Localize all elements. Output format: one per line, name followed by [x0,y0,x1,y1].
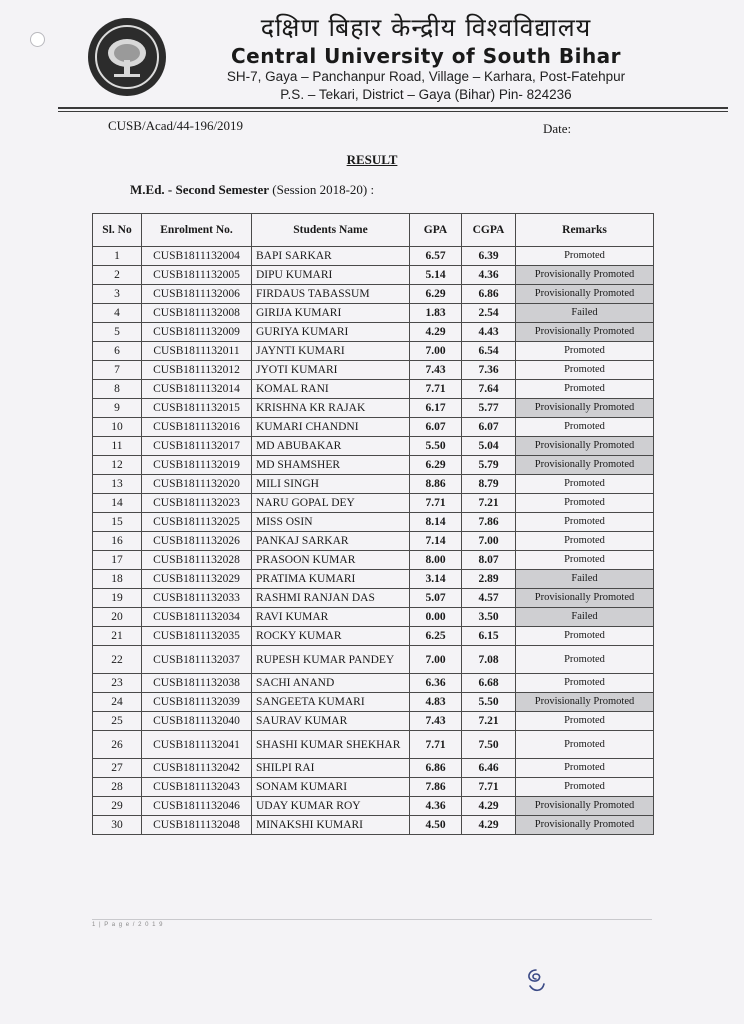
cell-remarks: Provisionally Promoted [516,797,654,816]
cell-remarks: Promoted [516,532,654,551]
cell-name: PRASOON KUMAR [252,551,410,570]
cell-enrolment: CUSB1811132014 [142,380,252,399]
cell-name: PANKAJ SARKAR [252,532,410,551]
cell-enrolment: CUSB1811132017 [142,437,252,456]
cell-enrolment: CUSB1811132012 [142,361,252,380]
address-line-2: P.S. – Tekari, District – Gaya (Bihar) Pin- 824236 [280,87,572,102]
cell-name: JYOTI KUMARI [252,361,410,380]
cell-name: KUMARI CHANDNI [252,418,410,437]
cell-gpa: 4.36 [410,797,462,816]
cell-cgpa: 6.46 [462,759,516,778]
cell-enrolment: CUSB1811132029 [142,570,252,589]
cell-sl: 11 [93,437,142,456]
cell-remarks: Promoted [516,759,654,778]
cell-cgpa: 8.79 [462,475,516,494]
cell-gpa: 6.86 [410,759,462,778]
table-row [93,380,654,399]
header-rule [58,107,728,109]
cell-name: SAURAV KUMAR [252,712,410,731]
university-name-english: Central University of South Bihar [230,44,622,68]
cell-sl: 16 [93,532,142,551]
cell-enrolment: CUSB1811132048 [142,816,252,835]
cell-enrolment: CUSB1811132033 [142,589,252,608]
cell-sl: 15 [93,513,142,532]
table-row [93,513,654,532]
cell-remarks: Promoted [516,513,654,532]
cell-sl: 3 [93,285,142,304]
table-row [93,475,654,494]
cell-name: MISS OSIN [252,513,410,532]
cell-gpa: 4.29 [410,323,462,342]
table-row [93,712,654,731]
cell-cgpa: 7.64 [462,380,516,399]
cell-sl: 7 [93,361,142,380]
cell-sl: 25 [93,712,142,731]
table-row [93,627,654,646]
cell-name: RAVI KUMAR [252,608,410,627]
cell-enrolment: CUSB1811132043 [142,778,252,797]
cell-remarks: Promoted [516,475,654,494]
cell-sl: 17 [93,551,142,570]
cell-enrolment: CUSB1811132037 [142,646,252,674]
cell-cgpa: 7.21 [462,494,516,513]
cell-cgpa: 7.00 [462,532,516,551]
cell-name: ROCKY KUMAR [252,627,410,646]
date-label: Date: [543,121,572,136]
cell-gpa: 8.86 [410,475,462,494]
cell-sl: 27 [93,759,142,778]
cell-remarks: Promoted [516,247,654,266]
cell-enrolment: CUSB1811132019 [142,456,252,475]
cell-enrolment: CUSB1811132034 [142,608,252,627]
cell-gpa: 7.71 [410,494,462,513]
cell-name: DIPU KUMARI [252,266,410,285]
cell-remarks: Provisionally Promoted [516,323,654,342]
cell-cgpa: 5.50 [462,693,516,712]
table-row [93,551,654,570]
cell-sl: 10 [93,418,142,437]
cell-enrolment: CUSB1811132040 [142,712,252,731]
cell-remarks: Provisionally Promoted [516,266,654,285]
cell-cgpa: 4.29 [462,797,516,816]
cell-name: RUPESH KUMAR PANDEY [252,646,410,674]
cell-remarks: Promoted [516,342,654,361]
cell-name: SACHI ANAND [252,674,410,693]
cell-remarks: Provisionally Promoted [516,816,654,835]
cell-cgpa: 7.86 [462,513,516,532]
col-header-sl: Sl. No [93,214,142,247]
cell-enrolment: CUSB1811132023 [142,494,252,513]
cell-gpa: 0.00 [410,608,462,627]
tree-icon [88,18,166,96]
table-row [93,437,654,456]
cell-remarks: Failed [516,608,654,627]
cell-gpa: 8.14 [410,513,462,532]
cell-enrolment: CUSB1811132009 [142,323,252,342]
cell-cgpa: 5.79 [462,456,516,475]
cell-enrolment: CUSB1811132015 [142,399,252,418]
cell-gpa: 6.29 [410,456,462,475]
university-logo [88,18,166,96]
cell-remarks: Promoted [516,778,654,797]
col-header-enrolment: Enrolment No. [142,214,252,247]
cell-gpa: 1.83 [410,304,462,323]
table-row [93,532,654,551]
cell-gpa: 7.00 [410,342,462,361]
cell-remarks: Provisionally Promoted [516,456,654,475]
letterhead [176,12,676,104]
cell-enrolment: CUSB1811132028 [142,551,252,570]
cell-cgpa: 6.86 [462,285,516,304]
cell-name: GIRIJA KUMARI [252,304,410,323]
cell-cgpa: 4.29 [462,816,516,835]
cell-cgpa: 4.57 [462,589,516,608]
table-row [93,361,654,380]
table-row [93,731,654,759]
col-header-cgpa: CGPA [462,214,516,247]
cell-sl: 30 [93,816,142,835]
cell-remarks: Promoted [516,361,654,380]
session: (Session 2018-20) : [272,182,375,197]
cell-name: BAPI SARKAR [252,247,410,266]
cell-name: JAYNTI KUMARI [252,342,410,361]
table-row [93,797,654,816]
cell-remarks: Provisionally Promoted [516,285,654,304]
cell-sl: 20 [93,608,142,627]
cell-enrolment: CUSB1811132020 [142,475,252,494]
cell-enrolment: CUSB1811132026 [142,532,252,551]
cell-gpa: 7.43 [410,712,462,731]
cell-enrolment: CUSB1811132041 [142,731,252,759]
cell-enrolment: CUSB1811132016 [142,418,252,437]
cell-enrolment: CUSB1811132025 [142,513,252,532]
cell-sl: 13 [93,475,142,494]
table-row [93,418,654,437]
cell-cgpa: 7.71 [462,778,516,797]
cell-sl: 4 [93,304,142,323]
cell-enrolment: CUSB1811132039 [142,693,252,712]
cell-gpa: 7.43 [410,361,462,380]
cell-sl: 22 [93,646,142,674]
cell-sl: 21 [93,627,142,646]
cell-name: MD SHAMSHER [252,456,410,475]
table-row [93,570,654,589]
cell-gpa: 7.00 [410,646,462,674]
cell-cgpa: 8.07 [462,551,516,570]
cell-cgpa: 6.39 [462,247,516,266]
table-row [93,608,654,627]
cell-gpa: 5.50 [410,437,462,456]
cell-sl: 26 [93,731,142,759]
cell-enrolment: CUSB1811132042 [142,759,252,778]
cell-remarks: Failed [516,304,654,323]
cell-gpa: 7.71 [410,380,462,399]
cell-name: SONAM KUMARI [252,778,410,797]
cell-gpa: 7.14 [410,532,462,551]
cell-name: SHILPI RAI [252,759,410,778]
table-row [93,266,654,285]
cell-enrolment: CUSB1811132035 [142,627,252,646]
table-row [93,456,654,475]
table-row [93,674,654,693]
cell-cgpa: 6.68 [462,674,516,693]
cell-sl: 19 [93,589,142,608]
cell-name: GURIYA KUMARI [252,323,410,342]
table-row [93,247,654,266]
cell-name: SANGEETA KUMARI [252,693,410,712]
cell-gpa: 3.14 [410,570,462,589]
cell-enrolment: CUSB1811132004 [142,247,252,266]
cell-sl: 23 [93,674,142,693]
cell-remarks: Promoted [516,731,654,759]
cell-remarks: Promoted [516,551,654,570]
cell-cgpa: 6.54 [462,342,516,361]
cell-enrolment: CUSB1811132011 [142,342,252,361]
cell-enrolment: CUSB1811132046 [142,797,252,816]
cell-cgpa: 5.04 [462,437,516,456]
cell-name: NARU GOPAL DEY [252,494,410,513]
cell-gpa: 6.57 [410,247,462,266]
result-title: RESULT [346,152,398,167]
cell-name: RASHMI RANJAN DAS [252,589,410,608]
cell-remarks: Provisionally Promoted [516,437,654,456]
cell-sl: 5 [93,323,142,342]
cell-name: FIRDAUS TABASSUM [252,285,410,304]
cell-gpa: 6.29 [410,285,462,304]
cell-name: SHASHI KUMAR SHEKHAR [252,731,410,759]
cell-sl: 2 [93,266,142,285]
footer-rule [92,919,652,920]
table-row [93,816,654,835]
cell-cgpa: 6.15 [462,627,516,646]
cell-gpa: 5.14 [410,266,462,285]
table-row [93,304,654,323]
table-row [93,646,654,674]
punch-hole [30,32,45,47]
cell-sl: 12 [93,456,142,475]
cell-gpa: 7.86 [410,778,462,797]
col-header-gpa: GPA [410,214,462,247]
cell-remarks: Promoted [516,627,654,646]
cell-cgpa: 2.89 [462,570,516,589]
cell-cgpa: 2.54 [462,304,516,323]
cell-sl: 18 [93,570,142,589]
table-row [93,778,654,797]
cell-sl: 14 [93,494,142,513]
cell-remarks: Promoted [516,646,654,674]
table-row [93,693,654,712]
cell-gpa: 4.50 [410,816,462,835]
course-name: M.Ed. - Second Semester [130,182,270,197]
cell-remarks: Provisionally Promoted [516,399,654,418]
cell-gpa: 7.71 [410,731,462,759]
signature-initials [522,966,550,996]
cell-name: KRISHNA KR RAJAK [252,399,410,418]
cell-remarks: Promoted [516,712,654,731]
cell-sl: 8 [93,380,142,399]
cell-sl: 24 [93,693,142,712]
table-row [93,589,654,608]
col-header-name: Students Name [252,214,410,247]
cell-name: MINAKSHI KUMARI [252,816,410,835]
cell-name: KOMAL RANI [252,380,410,399]
cell-cgpa: 3.50 [462,608,516,627]
cell-sl: 29 [93,797,142,816]
cell-enrolment: CUSB1811132006 [142,285,252,304]
cell-gpa: 4.83 [410,693,462,712]
cell-enrolment: CUSB1811132005 [142,266,252,285]
cell-sl: 9 [93,399,142,418]
cell-remarks: Promoted [516,380,654,399]
cell-gpa: 6.07 [410,418,462,437]
col-header-remarks: Remarks [516,214,654,247]
cell-gpa: 6.25 [410,627,462,646]
cell-sl: 1 [93,247,142,266]
table-row [93,759,654,778]
cell-remarks: Promoted [516,418,654,437]
cell-cgpa: 7.36 [462,361,516,380]
cell-remarks: Provisionally Promoted [516,693,654,712]
cell-name: PRATIMA KUMARI [252,570,410,589]
cell-gpa: 8.00 [410,551,462,570]
cell-cgpa: 6.07 [462,418,516,437]
result-table [92,213,654,835]
cell-cgpa: 7.21 [462,712,516,731]
cell-gpa: 5.07 [410,589,462,608]
page-footer: 1 | P a g e / 2 0 1 9 [92,922,164,928]
cell-remarks: Provisionally Promoted [516,589,654,608]
cell-cgpa: 4.36 [462,266,516,285]
cell-cgpa: 5.77 [462,399,516,418]
header-rule-thin [58,111,728,112]
address-line-1: SH-7, Gaya – Panchanpur Road, Village – Karhara, Post-Fatehpur [226,69,626,84]
cell-cgpa: 7.50 [462,731,516,759]
table-row [93,285,654,304]
university-name-hindi: दक्षिण बिहार केन्द्रीय विश्वविद्यालय [260,13,592,42]
table-row [93,342,654,361]
cell-name: UDAY KUMAR ROY [252,797,410,816]
cell-cgpa: 4.43 [462,323,516,342]
table-row [93,494,654,513]
table-row [93,323,654,342]
cell-remarks: Promoted [516,674,654,693]
cell-remarks: Promoted [516,494,654,513]
table-row [93,399,654,418]
cell-cgpa: 7.08 [462,646,516,674]
cell-gpa: 6.17 [410,399,462,418]
cell-sl: 28 [93,778,142,797]
table-header-row [93,214,654,247]
cell-remarks: Failed [516,570,654,589]
cell-enrolment: CUSB1811132038 [142,674,252,693]
reference-number: CUSB/Acad/44-196/2019 [108,118,244,133]
semester-line [130,182,374,198]
cell-enrolment: CUSB1811132008 [142,304,252,323]
cell-sl: 6 [93,342,142,361]
cell-gpa: 6.36 [410,674,462,693]
cell-name: MILI SINGH [252,475,410,494]
cell-name: MD ABUBAKAR [252,437,410,456]
